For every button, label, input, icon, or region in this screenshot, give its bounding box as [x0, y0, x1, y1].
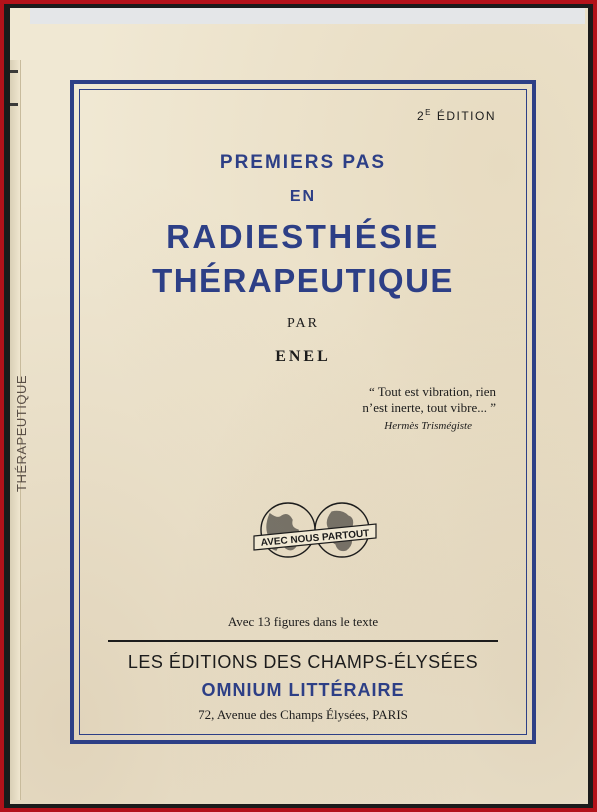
globes-logo-icon [250, 500, 380, 562]
publisher-address: 72, Avenue des Champs Élysées, PARIS [198, 707, 408, 722]
cover-inner-frame [79, 89, 527, 735]
title-line-1: PREMIERS PAS [219, 152, 387, 173]
divider-rule [108, 640, 498, 642]
logo-text: AVEC NOUS PARTOUT [260, 528, 370, 549]
title-line-3: RADIESTHÉSIE [166, 218, 440, 255]
epigraph-attribution: Hermès Trismégiste [384, 420, 472, 432]
publisher-imprint: OMNIUM LITTÉRAIRE [201, 680, 405, 700]
title-line-4: THÉRAPEUTIQUE [152, 262, 454, 299]
title-line-2: EN [289, 188, 317, 205]
author-name: ENEL [275, 348, 331, 365]
top-paper-strip [30, 8, 585, 24]
figures-note: Avec 13 figures dans le texte [227, 614, 379, 629]
epigraph-quote: “ Tout est vibration, rien n’est inerte, tout vibre... ” [362, 384, 496, 415]
spine-title: THÉRAPEUTIQUE [14, 374, 29, 492]
par-label: PAR [287, 316, 319, 331]
edition-label: $2^E$ ÉDITION [416, 108, 496, 123]
spine-mark [10, 70, 18, 106]
publisher-name: LES ÉDITIONS DES CHAMPS-ÉLYSÉES [127, 652, 479, 672]
cover-frame [70, 80, 536, 744]
